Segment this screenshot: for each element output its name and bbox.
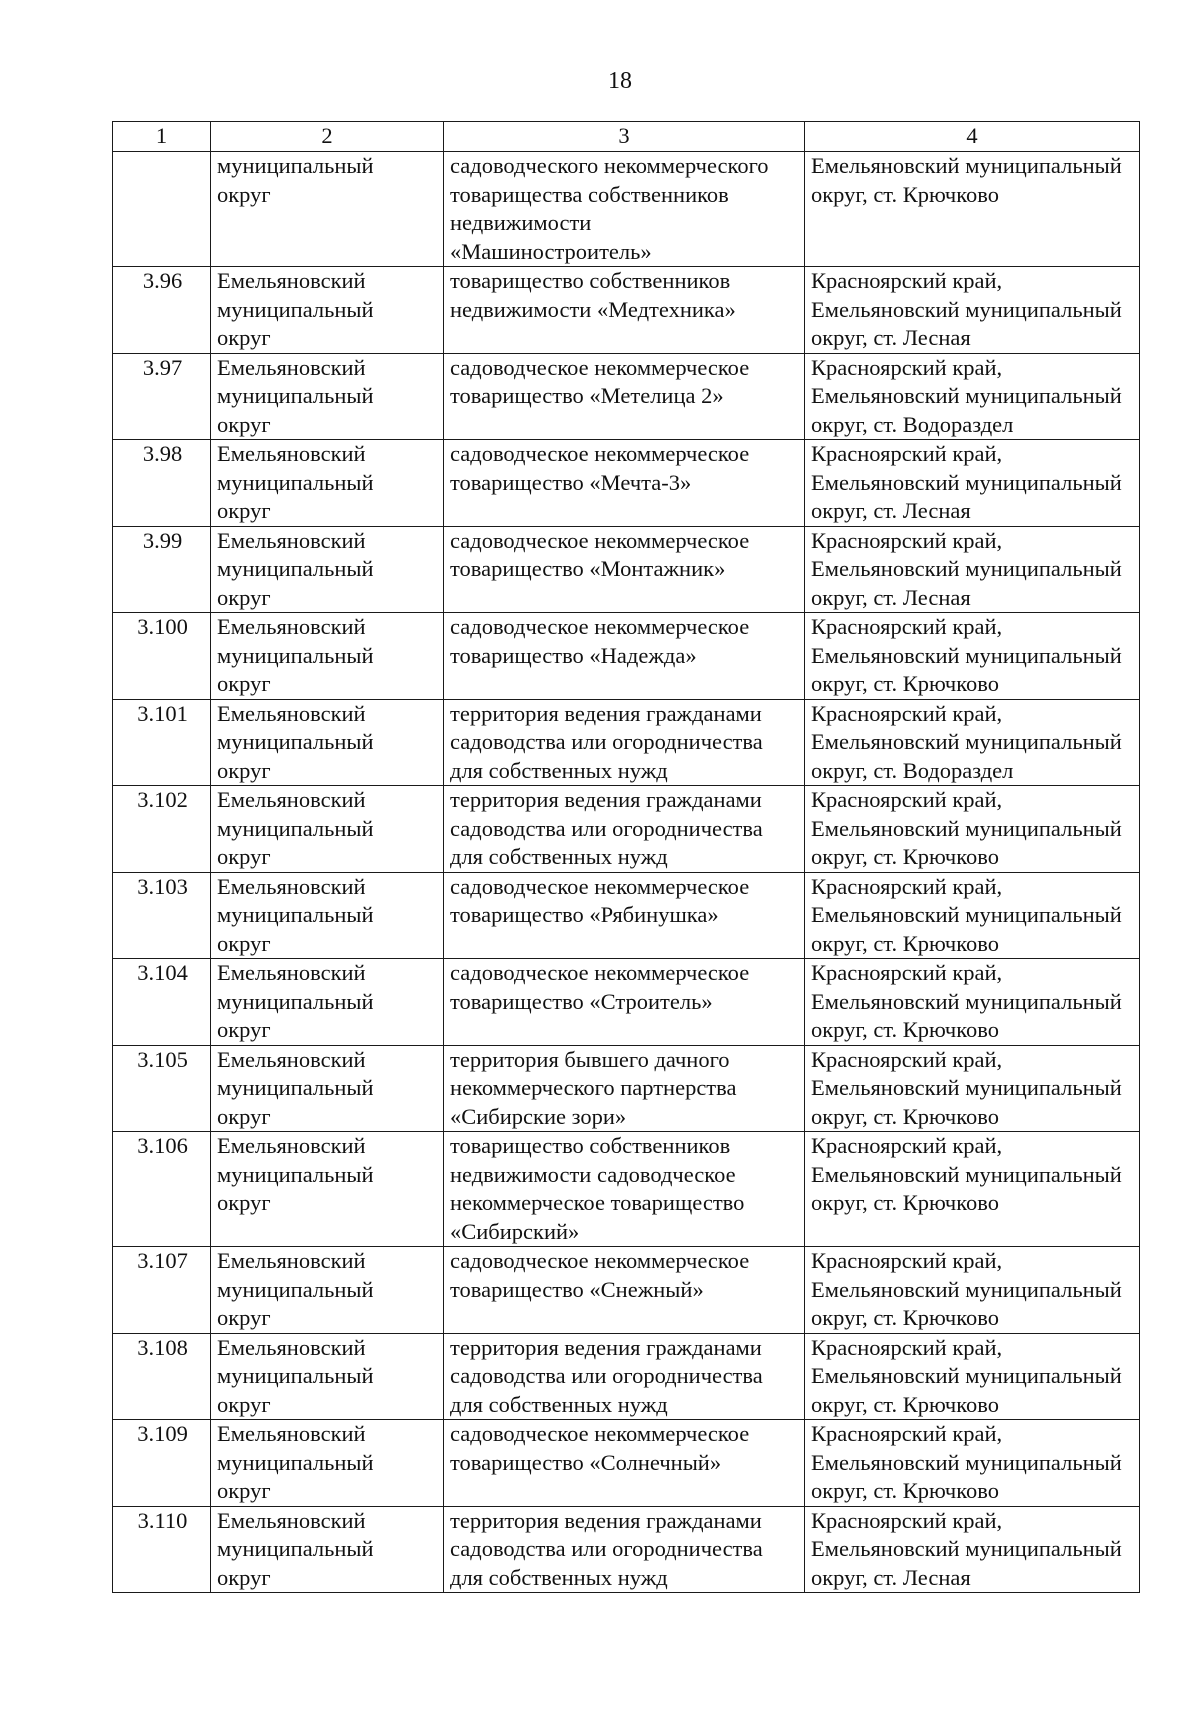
territory-name-cell	[444, 786, 805, 873]
location-cell	[805, 1132, 1140, 1247]
row-number: 3.104	[113, 959, 211, 1046]
location-line: Емельяновский муниципальный	[811, 1536, 1122, 1561]
location-line: Емельяновский муниципальный	[811, 469, 1122, 495]
territory-name-line: товарищество собственников	[450, 1133, 731, 1158]
territory-name-line: «Сибирские зори»	[450, 1103, 627, 1129]
territory-name-cell	[444, 353, 805, 440]
district-line: муниципальный	[217, 988, 374, 1014]
location-line: округ, ст. Крючково	[811, 671, 999, 696]
district-line: округ	[217, 757, 271, 783]
territory-name-line: недвижимости садоводческое	[450, 1161, 736, 1187]
territory-name-line: «Сибирский»	[450, 1218, 580, 1244]
district-cell	[211, 699, 444, 786]
location-cell	[805, 872, 1140, 959]
territory-name-line: для собственных нужд	[450, 844, 668, 869]
row-number: 3.106	[113, 1132, 211, 1247]
district-line: Емельяновский	[217, 873, 366, 899]
district-line: Емельяновский	[217, 960, 366, 985]
location-line: округ, ст. Лесная	[811, 498, 971, 523]
district-cell	[211, 613, 444, 700]
district-line: округ	[217, 325, 271, 350]
district-cell	[211, 1506, 444, 1593]
territory-name-line: территория ведения гражданами	[450, 1507, 762, 1533]
row-number: 3.98	[113, 440, 211, 527]
territory-name-line: территория ведения гражданами	[450, 1334, 762, 1360]
row-number: 3.100	[113, 613, 211, 700]
location-line: округ, ст. Крючково	[811, 181, 999, 207]
location-line: Емельяновский муниципальный	[811, 1075, 1122, 1100]
district-line: Емельяновский	[217, 1046, 366, 1072]
district-line: округ	[217, 1017, 271, 1042]
location-cell	[805, 1333, 1140, 1420]
location-line: Красноярский край,	[811, 873, 1003, 899]
territory-name-line: товарищество «Строитель»	[450, 988, 713, 1014]
location-line: Емельяновский муниципальный	[811, 902, 1122, 927]
territory-name-line: садоводческого некоммерческого	[450, 153, 769, 178]
district-line: округ	[217, 930, 271, 956]
territory-name-cell	[444, 1045, 805, 1132]
territory-name-line: садоводства или огородничества	[450, 815, 763, 841]
district-line: округ	[217, 1190, 271, 1215]
district-line: муниципальный	[217, 1449, 374, 1475]
table-row	[113, 786, 1140, 873]
table-row	[113, 152, 1140, 267]
district-line: Емельяновский	[217, 1421, 366, 1446]
row-number: 3.108	[113, 1333, 211, 1420]
district-line: округ	[217, 498, 271, 523]
location-line: Емельяновский муниципальный	[811, 296, 1122, 322]
district-cell	[211, 1045, 444, 1132]
district-line: муниципальный	[217, 1276, 374, 1302]
table-row	[113, 1132, 1140, 1247]
location-line: округ, ст. Лесная	[811, 1564, 971, 1590]
district-cell	[211, 267, 444, 354]
district-line: Емельяновский	[217, 1133, 366, 1158]
territory-name-line: садоводства или огородничества	[450, 729, 763, 754]
territory-name-line: «Машиностроитель»	[450, 238, 652, 264]
row-number: 3.110	[113, 1506, 211, 1593]
location-line: Красноярский край,	[811, 268, 1003, 293]
location-line: Емельяновский муниципальный	[811, 729, 1122, 754]
district-line: Емельяновский	[217, 1507, 366, 1533]
district-cell	[211, 440, 444, 527]
row-number: 3.97	[113, 353, 211, 440]
district-line: округ	[217, 411, 271, 437]
territory-name-cell	[444, 1506, 805, 1593]
table-row	[113, 613, 1140, 700]
column-header-2: 2	[211, 122, 444, 152]
location-line: Красноярский край,	[811, 1248, 1003, 1273]
table-header-row	[113, 122, 1140, 152]
district-line: муниципальный	[217, 1536, 374, 1561]
district-line: муниципальный	[217, 383, 374, 408]
territory-name-cell	[444, 152, 805, 267]
table-row	[113, 699, 1140, 786]
location-line: округ, ст. Лесная	[811, 584, 971, 610]
district-line: округ	[217, 671, 271, 696]
district-line: муниципальный	[217, 153, 374, 178]
district-cell	[211, 959, 444, 1046]
territory-name-line: садоводческое некоммерческое	[450, 1421, 750, 1446]
district-line: муниципальный	[217, 902, 374, 927]
location-line: Красноярский край,	[811, 787, 1003, 812]
district-line: муниципальный	[217, 642, 374, 668]
district-line: муниципальный	[217, 1075, 374, 1100]
location-cell	[805, 440, 1140, 527]
table-row	[113, 1506, 1140, 1593]
location-line: Емельяновский муниципальный	[811, 1276, 1122, 1302]
territory-name-line: территория ведения гражданами	[450, 787, 762, 812]
territory-name-cell	[444, 1247, 805, 1334]
location-cell	[805, 1420, 1140, 1507]
district-line: муниципальный	[217, 1363, 374, 1388]
territory-name-line: садоводческое некоммерческое	[450, 527, 750, 553]
district-cell	[211, 1420, 444, 1507]
location-cell	[805, 267, 1140, 354]
location-line: Емельяновский муниципальный	[811, 153, 1122, 178]
location-line: Емельяновский муниципальный	[811, 642, 1122, 668]
territory-name-line: товарищество «Рябинушка»	[450, 902, 719, 927]
territory-name-line: товарищество «Солнечный»	[450, 1449, 722, 1475]
district-line: муниципальный	[217, 729, 374, 754]
settlements-table	[112, 121, 1140, 1593]
territory-name-line: товарищества собственников	[450, 181, 729, 207]
district-line: Емельяновский	[217, 1334, 366, 1360]
location-line: Красноярский край,	[811, 1046, 1003, 1072]
district-cell	[211, 526, 444, 613]
territory-name-cell	[444, 526, 805, 613]
district-line: округ	[217, 584, 271, 610]
location-cell	[805, 699, 1140, 786]
location-cell	[805, 1247, 1140, 1334]
district-line: Емельяновский	[217, 268, 366, 293]
location-line: округ, ст. Лесная	[811, 325, 971, 350]
location-line: Красноярский край,	[811, 441, 1003, 466]
row-number: 3.96	[113, 267, 211, 354]
territory-name-line: садоводческое некоммерческое	[450, 441, 750, 466]
location-line: Емельяновский муниципальный	[811, 988, 1122, 1014]
district-line: Емельяновский	[217, 614, 366, 639]
table-row	[113, 526, 1140, 613]
location-cell	[805, 526, 1140, 613]
location-cell	[805, 959, 1140, 1046]
territory-name-line: садоводческое некоммерческое	[450, 614, 750, 639]
location-cell	[805, 1045, 1140, 1132]
territory-name-line: товарищество «Монтажник»	[450, 556, 726, 581]
location-line: Емельяновский муниципальный	[811, 815, 1122, 841]
location-line: Емельяновский муниципальный	[811, 1161, 1122, 1187]
location-line: округ, ст. Крючково	[811, 1190, 999, 1215]
district-line: Емельяновский	[217, 787, 366, 812]
territory-name-line: территория бывшего дачного	[450, 1046, 730, 1072]
column-header-4: 4	[805, 122, 1140, 152]
location-line: округ, ст. Водораздел	[811, 411, 1014, 437]
row-number: 3.99	[113, 526, 211, 613]
row-number: 3.109	[113, 1420, 211, 1507]
territory-name-line: некоммерческого партнерства	[450, 1075, 737, 1100]
territory-name-line: садоводческое некоммерческое	[450, 1248, 750, 1273]
territory-name-line: садоводства или огородничества	[450, 1536, 763, 1561]
territory-name-line: садоводческое некоммерческое	[450, 354, 750, 380]
table-row	[113, 1247, 1140, 1334]
district-cell	[211, 1333, 444, 1420]
district-line: муниципальный	[217, 296, 374, 322]
district-cell	[211, 786, 444, 873]
table-body	[113, 152, 1140, 1593]
district-line: Емельяновский	[217, 1248, 366, 1273]
location-line: Красноярский край,	[811, 1507, 1003, 1533]
district-line: муниципальный	[217, 815, 374, 841]
location-line: Красноярский край,	[811, 1133, 1003, 1158]
location-line: Емельяновский муниципальный	[811, 1449, 1122, 1475]
district-line: округ	[217, 1478, 271, 1503]
location-line: Красноярский край,	[811, 614, 1003, 639]
territory-name-line: товарищество «Метелица 2»	[450, 383, 724, 408]
row-number: 3.107	[113, 1247, 211, 1334]
territory-name-line: территория ведения гражданами	[450, 700, 762, 726]
district-cell	[211, 872, 444, 959]
district-line: Емельяновский	[217, 527, 366, 553]
territory-name-line: товарищество «Надежда»	[450, 642, 697, 668]
location-line: Красноярский край,	[811, 700, 1003, 726]
location-line: округ, ст. Крючково	[811, 1017, 999, 1042]
territory-name-line: садоводства или огородничества	[450, 1363, 763, 1388]
territory-name-cell	[444, 872, 805, 959]
district-line: округ	[217, 844, 271, 869]
territory-name-line: товарищество «Мечта-3»	[450, 469, 692, 495]
location-cell	[805, 786, 1140, 873]
table-row	[113, 353, 1140, 440]
location-line: округ, ст. Крючково	[811, 930, 999, 956]
location-line: округ, ст. Крючково	[811, 1103, 999, 1129]
district-cell	[211, 1247, 444, 1334]
territory-name-line: садоводческое некоммерческое	[450, 873, 750, 899]
territory-name-cell	[444, 267, 805, 354]
district-line: муниципальный	[217, 469, 374, 495]
territory-name-line: товарищество «Снежный»	[450, 1276, 704, 1302]
table-row	[113, 1333, 1140, 1420]
territory-name-cell	[444, 1420, 805, 1507]
row-number: 3.105	[113, 1045, 211, 1132]
territory-name-line: недвижимости «Медтехника»	[450, 296, 736, 322]
district-line: муниципальный	[217, 556, 374, 581]
territory-name-cell	[444, 699, 805, 786]
location-line: округ, ст. Крючково	[811, 1305, 999, 1330]
district-cell	[211, 1132, 444, 1247]
column-header-3: 3	[444, 122, 805, 152]
territory-name-cell	[444, 440, 805, 527]
district-line: муниципальный	[217, 1161, 374, 1187]
location-line: Красноярский край,	[811, 527, 1003, 553]
territory-name-cell	[444, 1333, 805, 1420]
territory-name-cell	[444, 613, 805, 700]
territory-name-line: для собственных нужд	[450, 1564, 668, 1590]
row-number	[113, 152, 211, 267]
district-line: Емельяновский	[217, 354, 366, 380]
district-line: Емельяновский	[217, 700, 366, 726]
territory-name-line: недвижимости	[450, 210, 592, 235]
location-cell	[805, 152, 1140, 267]
district-cell	[211, 152, 444, 267]
row-number: 3.103	[113, 872, 211, 959]
district-line: округ	[217, 181, 271, 207]
table-row	[113, 267, 1140, 354]
location-line: Емельяновский муниципальный	[811, 556, 1122, 581]
table-row	[113, 440, 1140, 527]
location-cell	[805, 1506, 1140, 1593]
table-row	[113, 1045, 1140, 1132]
column-header-1: 1	[113, 122, 211, 152]
location-line: Емельяновский муниципальный	[811, 383, 1122, 408]
row-number: 3.101	[113, 699, 211, 786]
district-line: округ	[217, 1391, 271, 1417]
table-row	[113, 959, 1140, 1046]
page-number: 18	[608, 68, 632, 94]
territory-name-cell	[444, 1132, 805, 1247]
location-line: округ, ст. Крючково	[811, 844, 999, 869]
location-cell	[805, 353, 1140, 440]
location-line: Емельяновский муниципальный	[811, 1363, 1122, 1388]
location-line: округ, ст. Водораздел	[811, 757, 1014, 783]
district-line: округ	[217, 1564, 271, 1590]
location-line: округ, ст. Крючково	[811, 1478, 999, 1503]
territory-name-line: для собственных нужд	[450, 1391, 668, 1417]
location-line: Красноярский край,	[811, 1421, 1003, 1446]
location-cell	[805, 613, 1140, 700]
territory-name-line: некоммерческое товарищество	[450, 1190, 745, 1215]
district-line: Емельяновский	[217, 441, 366, 466]
location-line: Красноярский край,	[811, 354, 1003, 380]
location-line: округ, ст. Крючково	[811, 1391, 999, 1417]
location-line: Красноярский край,	[811, 1334, 1003, 1360]
district-line: округ	[217, 1305, 271, 1330]
territory-name-line: товарищество собственников	[450, 268, 731, 293]
territory-name-line: для собственных нужд	[450, 757, 668, 783]
row-number: 3.102	[113, 786, 211, 873]
table-row	[113, 1420, 1140, 1507]
table-row	[113, 872, 1140, 959]
district-cell	[211, 353, 444, 440]
location-line: Красноярский край,	[811, 960, 1003, 985]
territory-name-line: садоводческое некоммерческое	[450, 960, 750, 985]
territory-name-cell	[444, 959, 805, 1046]
district-line: округ	[217, 1103, 271, 1129]
